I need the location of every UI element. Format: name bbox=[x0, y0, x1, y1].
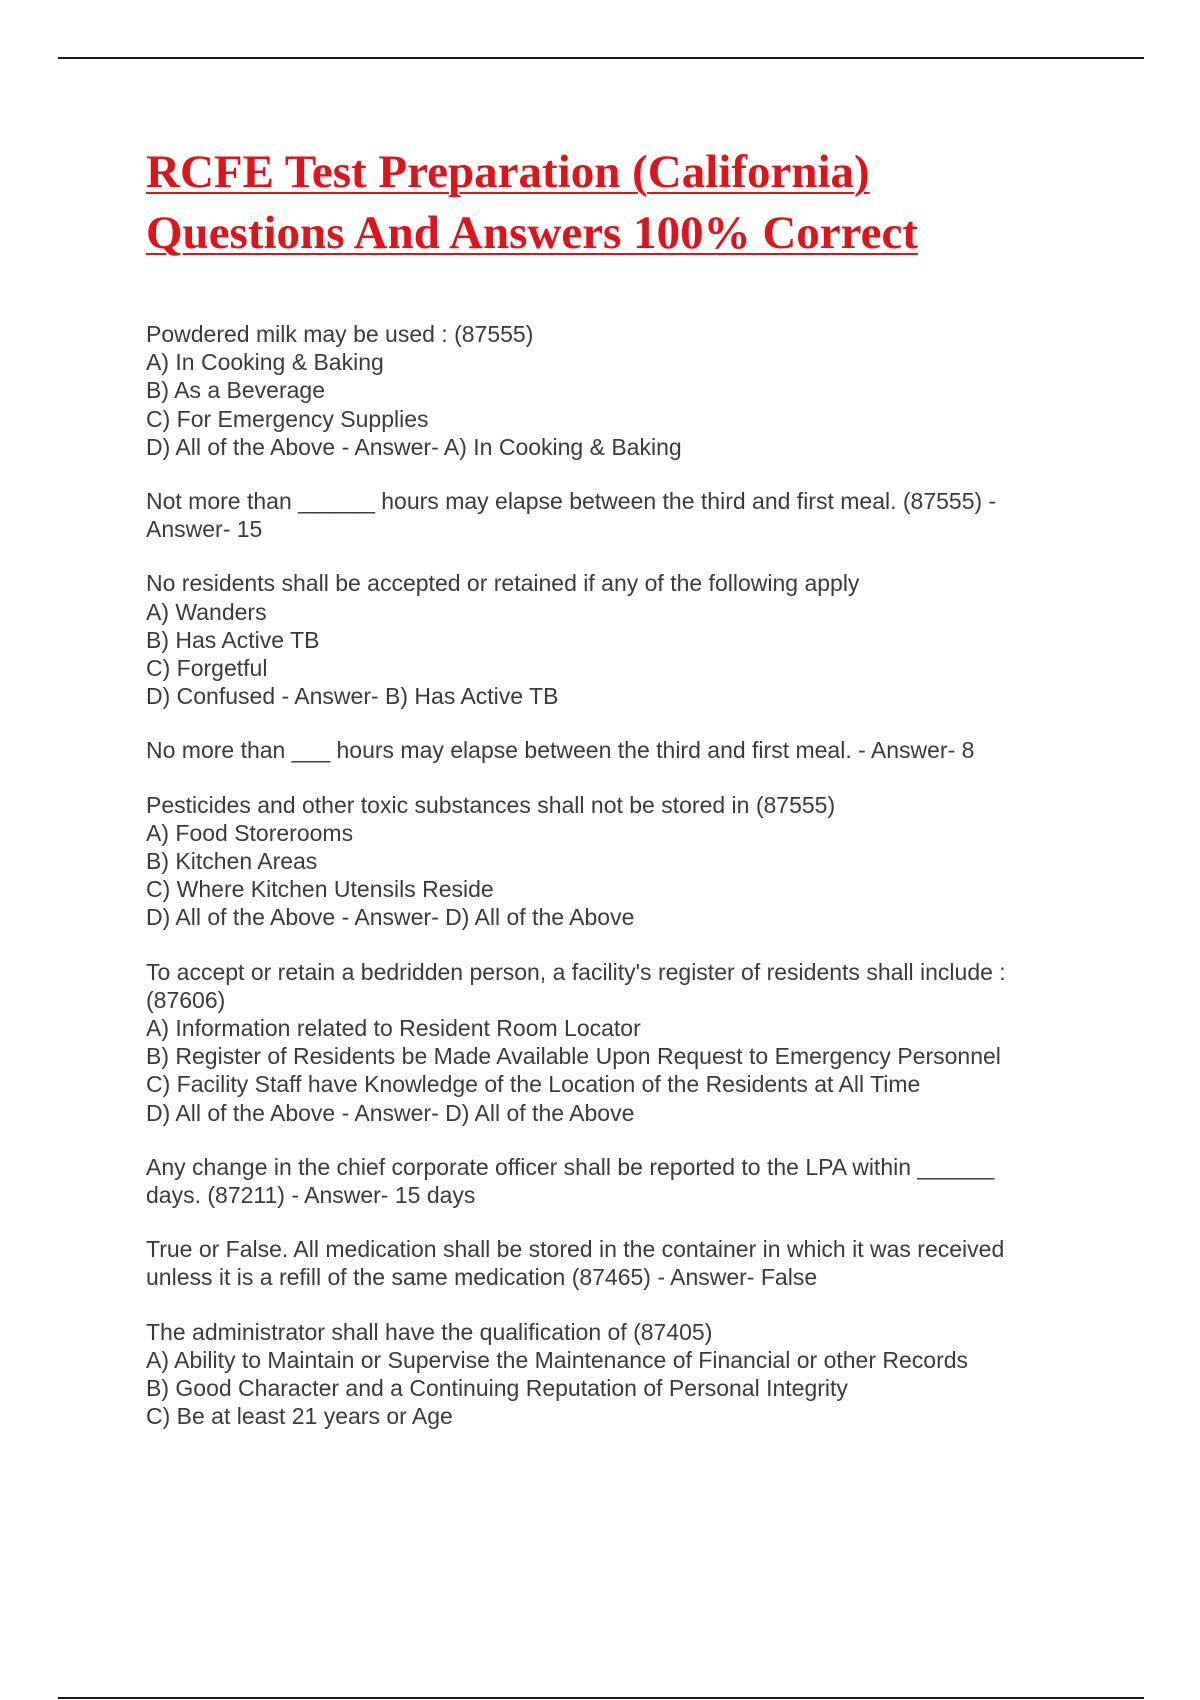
question-line: A) Wanders bbox=[146, 598, 267, 625]
question-block bbox=[146, 487, 1076, 543]
question-line: Powdered milk may be used : (87555) bbox=[146, 321, 534, 347]
question-line: Any change in the chief corporate officer shall be reported to the LPA within ______ bbox=[146, 1153, 995, 1180]
question-line: Pesticides and other toxic substances shall not be stored in (87555) bbox=[146, 791, 836, 818]
question-block bbox=[146, 791, 1076, 932]
question-line: D) All of the Above - Answer- A) In Cooking & Baking bbox=[146, 433, 682, 460]
question-line: (87606) bbox=[146, 986, 226, 1013]
question-line: B) Good Character and a Continuing Reputation of Personal Integrity bbox=[146, 1375, 848, 1402]
question-line: C) Forgetful bbox=[146, 655, 268, 682]
question-line: C) Be at least 21 years or Age bbox=[146, 1403, 453, 1430]
question-block bbox=[146, 1153, 1076, 1209]
question-line: B) Has Active TB bbox=[146, 626, 320, 653]
question-line: D) All of the Above - Answer- D) All of the Above bbox=[146, 1099, 635, 1126]
question-line: True or False. All medication shall be stored in the container in which it was received bbox=[146, 1236, 1005, 1263]
question-block bbox=[146, 958, 1076, 1127]
title-line: RCFE Test Preparation (California) bbox=[146, 146, 870, 198]
question-block bbox=[146, 320, 1076, 461]
question-line: A) In Cooking & Baking bbox=[146, 349, 384, 376]
question-line: D) Confused - Answer- B) Has Active TB bbox=[146, 683, 559, 710]
question-block bbox=[146, 1235, 1076, 1291]
question-list bbox=[146, 320, 1076, 1457]
question-line: unless it is a refill of the same medication (87465) - Answer- False bbox=[146, 1264, 818, 1291]
question-line: C) For Emergency Supplies bbox=[146, 405, 429, 432]
question-line: Answer- 15 bbox=[146, 516, 263, 543]
question-line: B) Register of Residents be Made Available Upon Request to Emergency Personnel bbox=[146, 1043, 1001, 1070]
title-line: Questions And Answers 100% Correct bbox=[146, 207, 919, 259]
question-line: D) All of the Above - Answer- D) All of the Above bbox=[146, 904, 635, 931]
question-line: No more than ___ hours may elapse between the third and first meal. - Answer- 8 bbox=[146, 737, 975, 764]
question-line: A) Information related to Resident Room Locator bbox=[146, 1015, 641, 1042]
document-title bbox=[146, 142, 1086, 264]
question-line: To accept or retain a bedridden person, a facility's register of residents shall include : bbox=[146, 958, 1006, 985]
question-block bbox=[146, 1318, 1076, 1431]
question-line: C) Facility Staff have Knowledge of the Location of the Residents at All Time bbox=[146, 1071, 921, 1098]
question-line: A) Food Storerooms bbox=[146, 819, 354, 846]
question-block bbox=[146, 569, 1076, 710]
question-line: days. (87211) - Answer- 15 days bbox=[146, 1182, 476, 1209]
question-line: No residents shall be accepted or retained if any of the following apply bbox=[146, 570, 860, 597]
question-line: C) Where Kitchen Utensils Reside bbox=[146, 876, 494, 903]
question-block bbox=[146, 736, 1076, 764]
header-rule bbox=[58, 57, 1144, 59]
footer-rule bbox=[58, 1697, 1144, 1699]
question-line: A) Ability to Maintain or Supervise the Maintenance of Financial or other Records bbox=[146, 1346, 969, 1373]
question-line: Not more than ______ hours may elapse between the third and first meal. (87555) - bbox=[146, 488, 997, 515]
question-line: B) Kitchen Areas bbox=[146, 848, 318, 875]
question-line: B) As a Beverage bbox=[146, 377, 325, 404]
question-line: The administrator shall have the qualification of (87405) bbox=[146, 1318, 713, 1345]
